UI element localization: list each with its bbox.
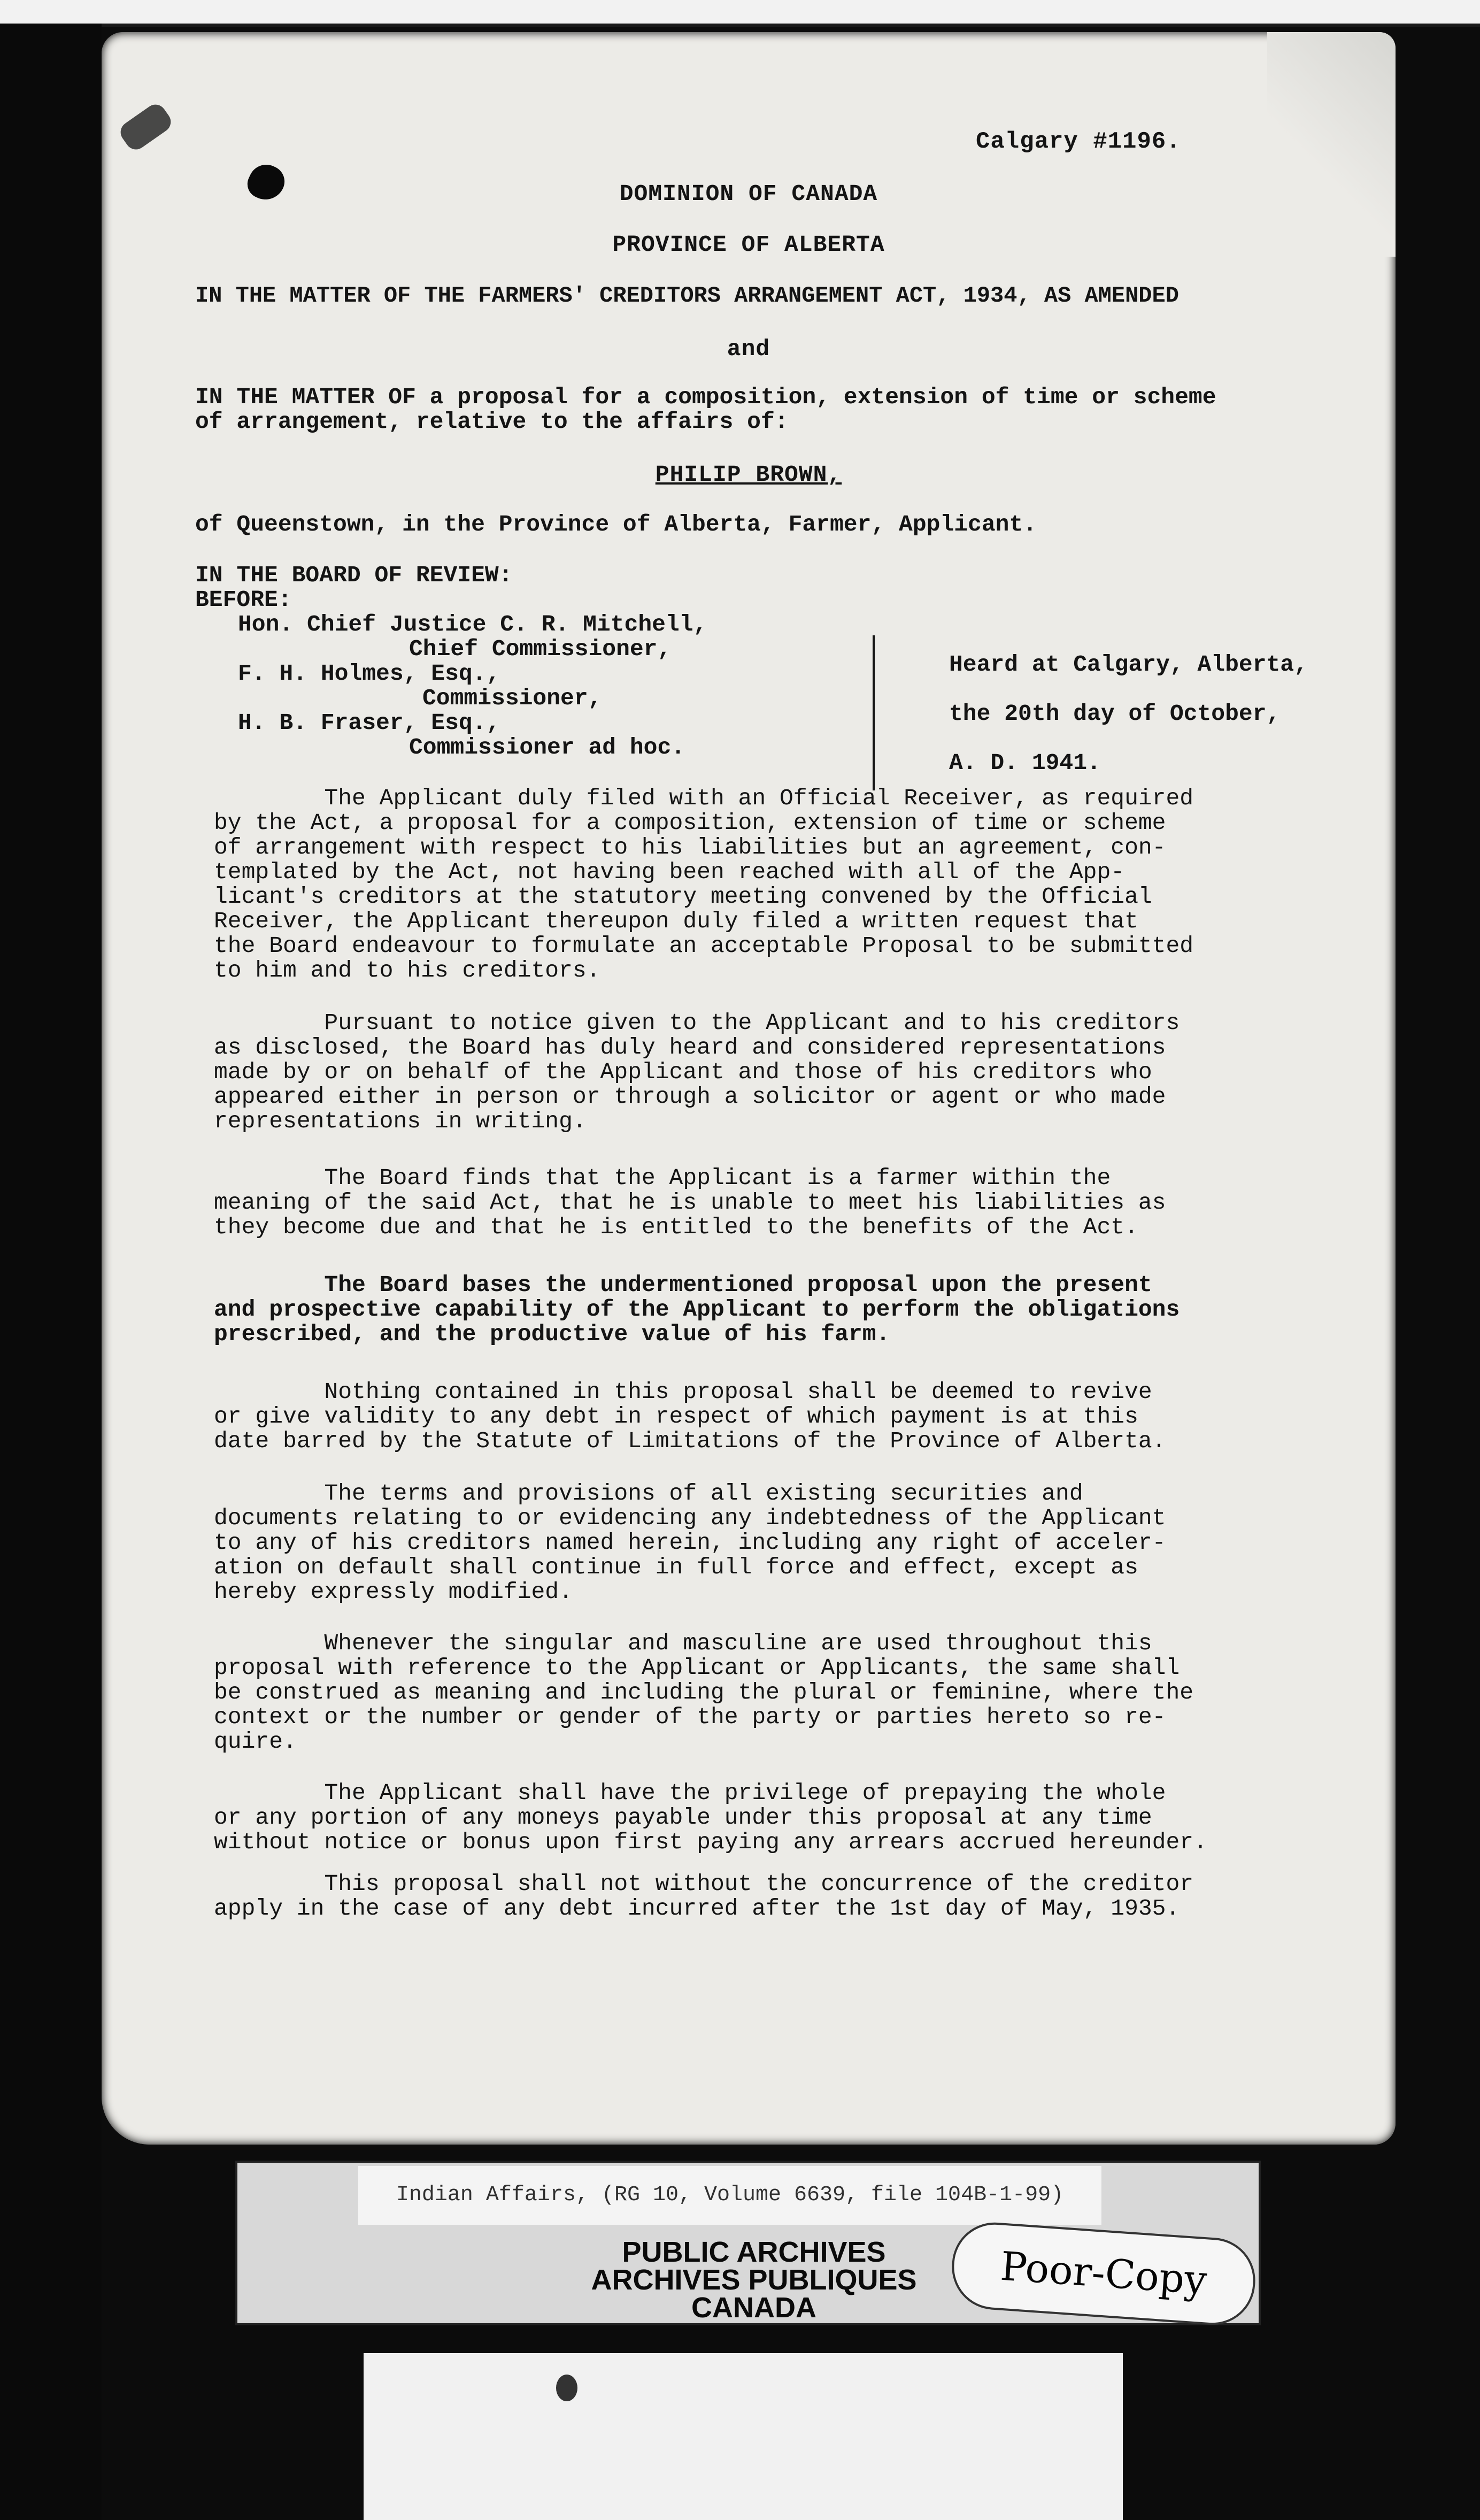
reference-number: Calgary #1196. [976, 128, 1181, 155]
bottom-white-card [364, 2353, 1123, 2520]
heading-dominion: DOMINION OF CANADA [619, 181, 878, 207]
film-top-strip [0, 0, 1480, 27]
heard-date: the 20th day of October, [949, 701, 1281, 727]
member-2-name: F. H. Holmes, Esq., [238, 660, 500, 687]
bottom-ink-dot [556, 2375, 577, 2401]
matter2-line2: of arrangement, relative to the affairs of: [195, 409, 789, 435]
paragraph-2: Pursuant to notice given to the Applicant and to his creditors as disclosed, the Board has duly heard and considered representations made by or on behalf of the Applicant and those of his creditors who appeared either in person or through a solicitor or agent or who made representations in writing. [214, 1010, 1180, 1134]
poor-copy-label: Poor-Copy [949, 2219, 1258, 2327]
heard-year: A. D. 1941. [949, 750, 1101, 776]
archive-source-label: Indian Affairs, (RG 10, Volume 6639, file 104B-1-99) [358, 2166, 1101, 2225]
paragraph-1: The Applicant duly filed with an Official Receiver, as required by the Act, a proposal for a composition, extension of time or scheme of arrangement with respect to his liabilities but an agreement, con- templated by the Act, not having been reached with all of the App- licant's creditors at the statutory meeting convened by the Official Receiver, the Applicant thereupon duly filed a written request that the Board endeavour to formulate an acceptable Proposal to be submitted to him and to his creditors. [214, 785, 1194, 984]
stamp-line-2: ARCHIVES PUBLIQUES [591, 2264, 917, 2296]
before-line: BEFORE: [195, 587, 292, 613]
heading-province: PROVINCE OF ALBERTA [612, 232, 885, 258]
member-1-name: Hon. Chief Justice C. R. Mitchell, [238, 611, 707, 637]
page-fold [1267, 32, 1396, 257]
paragraph-4: The Board bases the undermentioned proposal upon the present and prospective capability of the Applicant to perform the obligations prescribed, and the productive value of his farm. [214, 1272, 1180, 1347]
paragraph-8: The Applicant shall have the privilege of prepaying the whole or any portion of any moneys payable under this proposal at any time without notice or bonus upon first paying any arrears accrued hereunder. [214, 1780, 1207, 1855]
member-bracket [861, 635, 875, 790]
paragraph-6: The terms and provisions of all existing securities and documents relating to or evidencing any indebtedness of the Applicant to any of his creditors named herein, including any right of acceler- ation on default shall continue in full force and effect, except as hereby expressly modified. [214, 1480, 1166, 1605]
stamp-line-3: CANADA [691, 2292, 816, 2324]
member-1-title: Chief Commissioner, [409, 636, 672, 662]
stamp-line-1: PUBLIC ARCHIVES [622, 2236, 886, 2268]
applicant-description: of Queenstown, in the Province of Alberta, Farmer, Applicant. [195, 511, 1037, 537]
paragraph-7: Whenever the singular and masculine are used throughout this proposal with reference to the Applicant or Applicants, the same shall be construed as meaning and including the plural or feminine, where the context or the number or gender of the party or parties hereto so re- quire. [214, 1630, 1194, 1755]
member-3-name: H. B. Fraser, Esq., [238, 710, 500, 736]
matter-line: IN THE MATTER OF THE FARMERS' CREDITORS ARRANGEMENT ACT, 1934, AS AMENDED [195, 283, 1179, 309]
paragraph-5: Nothing contained in this proposal shall be deemed to revive or give validity to any debt in respect of which payment is at this date barred by the Statute of Limitations of the Province of Alberta. [214, 1379, 1166, 1454]
and-word: and [727, 336, 770, 362]
paragraph-9: This proposal shall not without the concurrence of the creditor apply in the case of any debt incurred after the 1st day of May, 1935. [214, 1871, 1194, 1922]
paragraph-3: The Board finds that the Applicant is a farmer within the meaning of the said Act, that he is unable to meet his liabilities as they become due and that he is entitled to the benefits of the Act. [214, 1165, 1166, 1240]
board-of-review-line: IN THE BOARD OF REVIEW: [195, 562, 513, 588]
member-3-title: Commissioner ad hoc. [409, 734, 685, 760]
matter2-line1: IN THE MATTER OF a proposal for a composition, extension of time or scheme [195, 384, 1216, 410]
applicant-name: PHILIP BROWN, [655, 462, 842, 488]
member-2-title: Commissioner, [422, 685, 602, 711]
film-left-border [0, 24, 102, 2520]
heard-location: Heard at Calgary, Alberta, [949, 651, 1308, 678]
archive-stamp [535, 2238, 973, 2322]
